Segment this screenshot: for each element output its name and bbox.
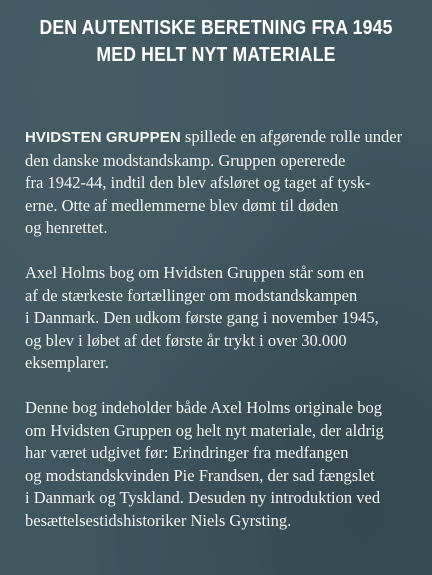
paragraph-3 [25,397,425,533]
paragraph-1-line-1 [25,126,425,150]
group-name-lead: HVIDSTEN GRUPPEN [25,129,181,146]
paragraph-1-line-3: fra 1942-44, indtil den blev afsløret og taget af tysk- [25,173,371,193]
paragraph-1-line-2: den danske modstandskamp. Gruppen opererede [25,150,346,170]
paragraph-1 [25,126,425,240]
paragraph-1-line-5: og henrettet. [25,218,108,238]
paragraph-2-line-2: af de stærkeste fortællinger om modstandskampen [25,285,358,305]
paragraph-3-line-3: har været udgivet før: Erindringer fra medfangen [25,443,349,463]
paragraph-3-line-4: og modstandskvinden Pie Frandsen, der sad fængslet [25,465,375,485]
paragraph-3-line-5: i Danmark og Tyskland. Desuden ny introduktion ved [25,488,381,508]
paragraph-2-line-3: i Danmark. Den udkom første gang i november 1945, [25,308,379,328]
paragraph-2-line-4: og blev i løbet af det første år trykt i over 30.000 [25,330,347,350]
paragraph-3-line-2: om Hvidsten Gruppen og helt nyt materiale, der aldrig [25,420,384,440]
paragraph-1-line-4: erne. Otte af medlemmerne blev dømt til døden [25,195,339,215]
heading-line-1: DEN AUTENTISKE BERETNING FRA 1945 [39,16,393,39]
paragraph-3-line-1: Denne bog indeholder både Axel Holms originale bog [25,397,382,417]
paragraph-2 [25,262,425,375]
paragraph-2-line-5: eksemplarer. [25,353,109,373]
paragraph-3-line-6: besættelsestidshistoriker Niels Gyrsting. [25,510,292,530]
blurb-text [25,126,425,555]
heading-line-2: MED HELT NYT MATERIALE [96,43,336,66]
cover-heading [30,14,402,68]
paragraph-1-line-1-rest: spillede en afgørende rolle under [180,127,403,146]
paragraph-2-line-1: Axel Holms bog om Hvidsten Gruppen står som en [25,262,365,282]
